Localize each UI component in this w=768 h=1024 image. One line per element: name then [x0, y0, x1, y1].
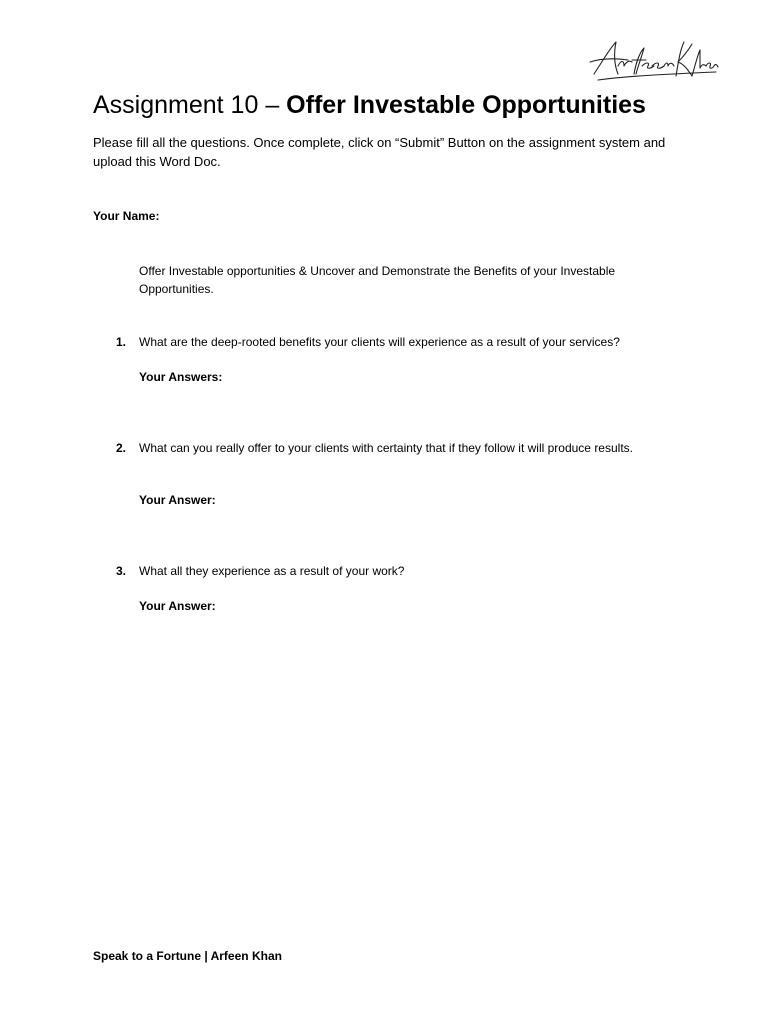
title-prefix: Assignment 10 –	[93, 91, 287, 119]
question-text: What can you really offer to your clients with certainty that if they follow it will produce results.	[139, 441, 633, 455]
page-footer: Speak to a Fortune | Arfeen Khan	[93, 949, 282, 963]
instructions-text: Please fill all the questions. Once complete, click on “Submit” Button on the assignment system and upload this Word Doc.	[93, 135, 666, 169]
intro-text: Offer Investable opportunities & Uncover and Demonstrate the Benefits of your Investable Opportunities.	[139, 264, 616, 296]
answer-label: Your Answer:	[139, 493, 216, 507]
question-number: 3.	[116, 564, 127, 578]
answer-label: Your Answer:	[139, 599, 216, 613]
question-number: 2.	[116, 441, 127, 455]
question-text: What all they experience as a result of your work?	[139, 564, 405, 578]
page-title	[93, 88, 646, 122]
question-number: 1.	[116, 335, 127, 349]
question-text: What are the deep-rooted benefits your clients will experience as a result of your services?	[139, 335, 620, 349]
title-bold: Offer Investable Opportunities	[286, 91, 646, 119]
answer-label: Your Answers:	[139, 370, 223, 384]
your-name-label: Your Name:	[93, 209, 160, 223]
signature-logo	[588, 36, 720, 86]
